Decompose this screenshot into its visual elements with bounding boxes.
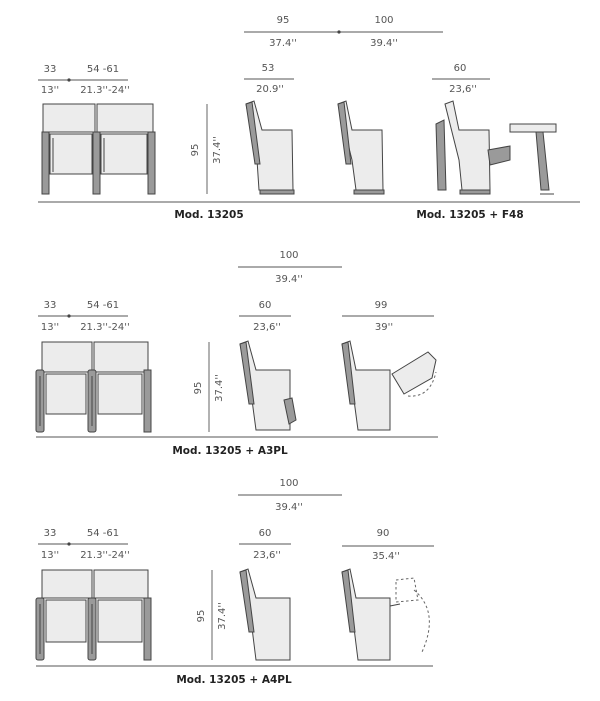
side-view-seat-with-tablet — [436, 101, 556, 194]
height-dimension — [193, 342, 225, 432]
front-view-two-seats — [36, 342, 151, 432]
front-view-two-seats — [36, 570, 151, 660]
dim-side-in: 23,6'' — [253, 322, 281, 333]
dim-height-in: 37.4'' — [214, 374, 225, 402]
side-view-seat-folded — [338, 101, 384, 194]
dim-side-in-2: 35.4'' — [372, 551, 400, 562]
side-depth-99 — [342, 300, 434, 333]
dim-depth-in: 39.4'' — [275, 502, 303, 513]
dim-depth-cm: 100 — [279, 250, 299, 261]
side-depth-53 — [244, 63, 294, 95]
top-dimension-95-100 — [244, 15, 443, 49]
side-depth-60 — [239, 528, 291, 561]
caption-mod-13205-a3pl: Mod. 13205 + A3PL — [172, 445, 288, 457]
dim-width-in: 13'' — [40, 85, 60, 96]
side-view-seat-desk-open — [342, 569, 429, 660]
side-depth-60 — [432, 63, 490, 95]
caption-mod-13205-f48: Mod. 13205 + F48 — [416, 209, 524, 221]
dim-depth-in: 37.4'' — [269, 38, 297, 49]
side-view-seat-desk-open — [342, 341, 436, 430]
side-view-seat — [246, 101, 294, 194]
dim-width-range-in: 21.3''-24'' — [80, 550, 130, 561]
dim-side-cm-2: 90 — [376, 528, 390, 539]
dim-width-cm: 33 — [43, 528, 57, 539]
dim-side-cm-2: 99 — [374, 300, 388, 311]
caption-mod-13205: Mod. 13205 — [174, 209, 244, 221]
side-view-seat-with-desk — [240, 569, 290, 660]
dim-height-in: 37.4'' — [217, 602, 228, 630]
dim-height-cm: 95 — [196, 609, 207, 623]
dim-side-in: 23,6'' — [253, 550, 281, 561]
dim-depth-cm: 95 — [276, 15, 290, 26]
section-mod-13205-a3pl — [36, 250, 438, 457]
dim-side-in-2: 23,6'' — [449, 84, 477, 95]
dim-width-range-cm: 54 -61 — [86, 300, 120, 311]
caption-mod-13205-a4pl: Mod. 13205 + A4PL — [176, 674, 292, 686]
dim-depth-in-2: 39.4'' — [370, 38, 398, 49]
dim-height-cm: 95 — [190, 143, 201, 157]
dim-depth-in: 39.4'' — [275, 274, 303, 285]
dim-side-in: 20.9'' — [256, 84, 284, 95]
dim-side-cm: 53 — [261, 63, 275, 74]
top-dimension-100 — [238, 478, 342, 513]
dim-height-in: 37.4'' — [212, 136, 223, 164]
dim-depth-cm: 100 — [279, 478, 299, 489]
height-dimension — [196, 570, 228, 660]
dim-height-cm: 95 — [193, 381, 204, 395]
dim-depth-cm-2: 100 — [374, 15, 394, 26]
dim-width-cm: 33 — [43, 300, 57, 311]
height-dimension — [190, 104, 223, 194]
section-mod-13205-a4pl — [36, 478, 434, 686]
dim-width-cm: 33 — [43, 64, 57, 75]
dim-side-cm-2: 60 — [453, 63, 467, 74]
section-mod-13205 — [38, 15, 580, 221]
dim-side-cm: 60 — [258, 300, 272, 311]
dim-width-range-cm: 54 -61 — [86, 64, 120, 75]
dim-width-range-in: 21.3''-24'' — [80, 85, 130, 96]
dim-side-in-2: 39'' — [374, 322, 394, 333]
dim-width-in: 13'' — [40, 550, 60, 561]
dim-width-range-cm: 54 -61 — [86, 528, 120, 539]
front-width-dimensions — [38, 300, 130, 333]
dim-side-cm: 60 — [258, 528, 272, 539]
side-depth-60 — [239, 300, 291, 333]
top-dimension-100 — [238, 250, 342, 285]
side-view-seat-with-desk — [240, 341, 296, 430]
dim-width-in: 13'' — [40, 322, 60, 333]
front-width-dimensions — [38, 64, 130, 96]
side-depth-90 — [342, 528, 434, 562]
front-view-two-seats — [42, 104, 155, 194]
dim-width-range-in: 21.3''-24'' — [80, 322, 130, 333]
front-width-dimensions — [38, 528, 130, 561]
